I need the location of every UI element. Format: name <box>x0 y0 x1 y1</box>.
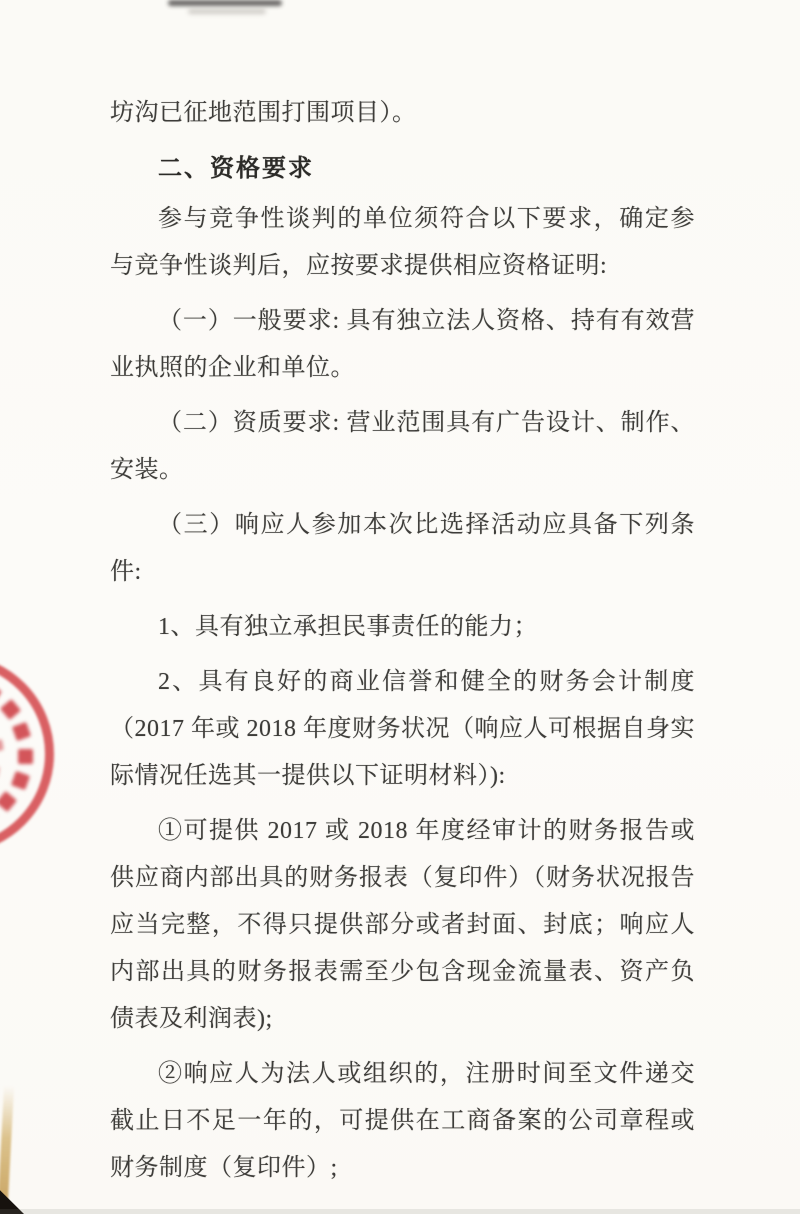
paragraph-general-requirement: （一）一般要求: 具有独立法人资格、持有有效营业执照的企业和单位。 <box>110 308 695 381</box>
section-heading: 二、资格要求 <box>158 155 314 182</box>
paragraph-condition-2: 2、具有良好的商业信誉和健全的财务会计制度（2017 年或 2018 年度财务状况（响应人可根据自身实际情况任选其一提供以下证明材料）): <box>110 669 695 789</box>
scan-artifact-top-smudge <box>168 0 282 6</box>
paragraph-material-option-2: ②响应人为法人或组织的，注册时间至文件递交截止日不足一年的，可提供在工商备案的公司章程或财务制度（复印件）; <box>110 1061 695 1181</box>
scan-artifact-top-smudge-light <box>188 9 266 14</box>
official-seal-stamp <box>0 654 54 854</box>
paragraph-requirement-intro: 参与竞争性谈判的单位须符合以下要求，确定参与竞争性谈判后，应按要求提供相应资格证明: <box>110 206 695 279</box>
paragraph-material-option-1: ①可提供 2017 或 2018 年度经审计的财务报告或供应商内部出具的财务报表（复印件）（财务状况报告应当完整，不得只提供部分或者封面、封底；响应人内部出具的财务报表需至少包含现金流量表、资产负债表及利润表); <box>110 818 695 1032</box>
paragraph-continuation: 坊沟已征地范围打围项目）。 <box>110 100 417 126</box>
paragraph-condition-1: 1、具有独立承担民事责任的能力； <box>158 614 538 640</box>
paragraph-qualification-requirement: （二）资质要求: 营业范围具有广告设计、制作、安装。 <box>110 410 695 483</box>
document-body <box>110 90 695 1200</box>
seal-glyph <box>18 749 33 764</box>
scan-artifact-bottom-edge <box>0 1209 800 1214</box>
paragraph-conditions-lead-in: （三）响应人参加本次比选择活动应具备下列条件: <box>110 512 695 585</box>
scan-artifact-streak <box>0 1086 14 1202</box>
